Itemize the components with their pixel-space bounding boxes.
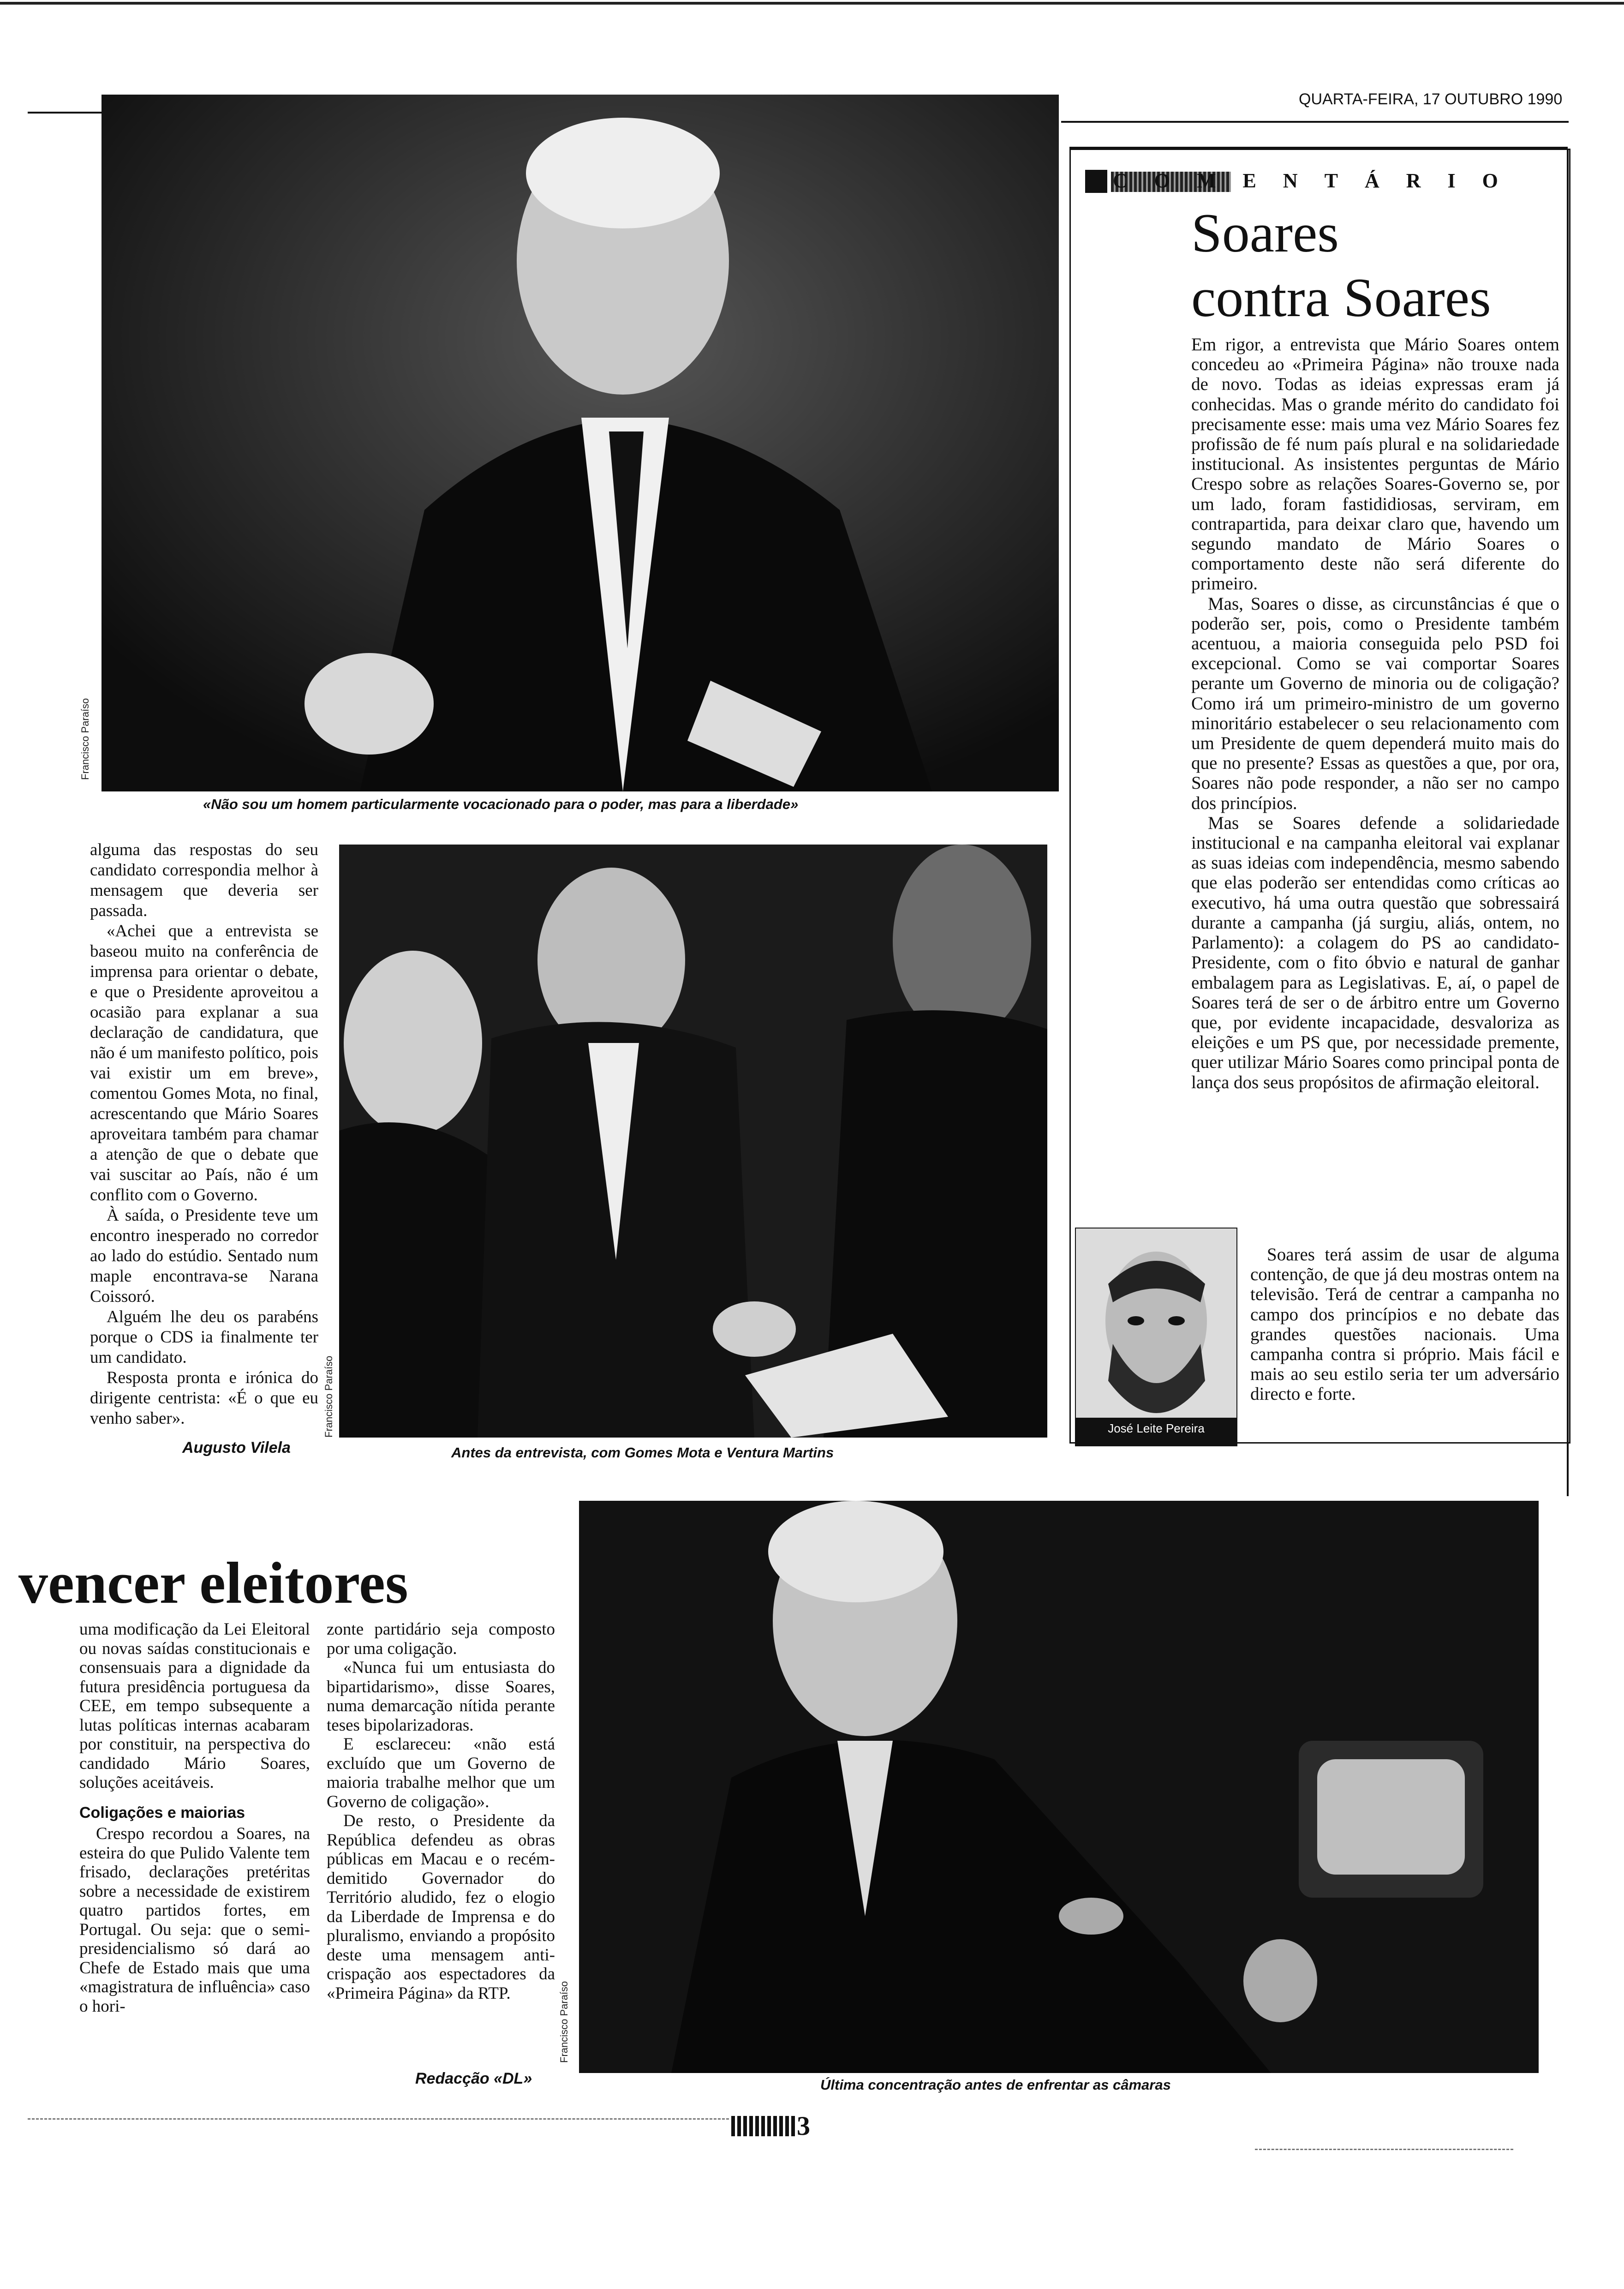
bottom-photo xyxy=(579,1501,1539,2073)
commentary-headline-line2: contra Soares xyxy=(1191,267,1491,328)
commentary-paragraph: Mas, Soares o disse, as circunstâncias é que o poderão ser, pois, como o Presidente também acentuou, a maioria conseguida pelo PSD foi excepcional. Como se vai comportar Soares perante um Governo de minoria ou de coligação? Como irá um primeiro-ministro de um governo minoritário estabelecer o seu relacionamento com um Presidente de quem dependerá muito mais do que no presente? Essas as questões a que, por ora, Soares não pode responder, a não ser no campo dos princípios. xyxy=(1191,593,1559,813)
bottom-article-col1 xyxy=(79,1620,310,2016)
commentary-box-top-rule xyxy=(1069,147,1568,149)
bottom-photo-caption: Última concentração antes de enfrentar as câmaras xyxy=(820,2077,1171,2093)
bottom-article-paragraph: zonte partidário seja composto por uma coligação. xyxy=(327,1620,555,1658)
right-margin-rule xyxy=(1567,149,1569,1496)
commentary-kicker xyxy=(1085,168,1556,195)
header-rule-left xyxy=(28,112,102,114)
bottom-article-paragraph: Crespo recordou a Soares, na esteira do que Pulido Valente tem frisado, declarações pretéritas sobre a necessidade de existirem quatro partidos fortes, em Portugal. Ou seja: que o semi-presidencialismo só dará ao Chefe de Estado mais que uma «magistratura de influência» caso o hori- xyxy=(79,1824,310,2016)
footer-page-number: 3 xyxy=(797,2111,810,2141)
middle-photo-credit: Francisco Paraíso xyxy=(323,1355,334,1438)
author-label: José Leite Pereira xyxy=(1108,1421,1205,1435)
bottom-article-headline: vencer eleitores xyxy=(18,1550,408,1616)
commentary-paragraph: Soares terá assim de usar de alguma contenção, de que já deu mostras ontem na televisão. Terá de centrar a campanha no campo dos princípios e no debate das grandes questões nacionais. Uma campanha contra si próprio. Mais fácil e mais ao seu estilo seria ter um adversário directo e forte. xyxy=(1250,1245,1559,1404)
middle-photo xyxy=(339,845,1047,1438)
footer-logo-mark xyxy=(731,2116,796,2136)
bottom-article-col2 xyxy=(327,1620,555,2003)
left-article-paragraph: alguma das respostas do seu candidato correspondia melhor à mensagem que deveria ser passada. xyxy=(90,840,318,920)
dateline: QUARTA-FEIRA, 17 OUTUBRO 1990 xyxy=(1299,90,1563,108)
left-article-paragraph: Resposta pronta e irónica do dirigente centrista: «É o que eu venho saber». xyxy=(90,1368,318,1428)
bottom-article-paragraph: De resto, o Presidente da República defendeu as obras públicas em Macau e o recém-demitido Governador do Território aludido, fez o elogio da Liberdade de Imprensa e do pluralismo, enviando a propósito deste uma mensagem anti-crispação aos espectadores da «Primeira Página» da RTP. xyxy=(327,1811,555,2003)
bottom-article-paragraph: uma modificação da Lei Eleitoral ou novas saídas constitucionais e consensuais para a dignidade da futura presidência portuguesa da CEE, em tempo subsequente a lutas políticas internas acabaram por constituir, na perspectiva do candidado Mário Soares, soluções aceitáveis. xyxy=(79,1620,310,1792)
commentary-paragraph: Mas se Soares defende a solidariedade institucional e na campanha eleitoral vai explanar as suas ideias com independência, mesmo sabendo que elas poderão ser entendidas como críticas ao executivo, há uma outra questão que sobressairá durante a campanha (já surgiu, aliás, ontem, no Parlamento): a colagem do PS ao candidato-Presidente, com o fito óbvio e natural de ganhar embalagem para as Legislativas. E, aí, o papel de Soares terá de ser o de árbitro entre um Governo que, por evidente incapacidade, desvaloriza as eleições e um PS que, por necessidade premente, quer utilizar Mário Soares como principal ponta de lança dos seus propósitos de afirmação eleitoral. xyxy=(1191,813,1559,1092)
middle-photo-caption: Antes da entrevista, com Gomes Mota e Ventura Martins xyxy=(451,1444,834,1461)
left-article-paragraph: À saída, o Presidente teve um encontro inesperado no corredor ao lado do estúdio. Sentado num maple encontrava-se Narana Coissoró. xyxy=(90,1206,318,1306)
footer-dash-left xyxy=(28,2118,729,2120)
left-article-signature: Augusto Vilela xyxy=(182,1439,291,1456)
footer-logo xyxy=(731,2111,814,2139)
top-photo xyxy=(102,95,1059,791)
left-article xyxy=(90,840,318,1429)
bottom-article-subhead: Coligações e maiorias xyxy=(79,1804,245,1822)
kicker-text: COMENTÁRIO xyxy=(1113,169,1525,192)
author-photo xyxy=(1075,1228,1237,1446)
bottom-article-paragraph: «Nunca fui um entusiasta do bipartidarismo», disse Soares, numa demarcação nítida perante teses bipolarizadoras. xyxy=(327,1658,555,1735)
left-article-paragraph: Alguém lhe deu os parabéns porque o CDS ia finalmente ter um candidato. xyxy=(90,1307,318,1367)
footer-dash-right xyxy=(1255,2149,1513,2150)
commentary-headline-line1: Soares xyxy=(1191,202,1339,264)
top-edge-rule xyxy=(0,2,1624,5)
top-photo-credit: Francisco Paraíso xyxy=(79,698,91,780)
left-article-paragraph: «Achei que a entrevista se baseou muito na conferência de imprensa para orientar o debate, e que o Presidente aproveitou a ocasião para explanar a sua declaração de candidatura, que não é um manifesto político, pois vai existir um em breve», comentou Gomes Mota, no final, acrescentando que Mário Soares aproveitara também para chamar a atenção de que o debate que vai suscitar ao País, não é um conflito com o Governo. xyxy=(90,922,318,1204)
bottom-article-paragraph: E esclareceu: «não está excluído que um Governo de maioria trabalhe melhor que um Governo de coligação». xyxy=(327,1735,555,1811)
kicker-black-square xyxy=(1085,170,1107,193)
commentary-closing xyxy=(1250,1245,1559,1404)
top-photo-caption: «Não sou um homem particularmente vocacionado para o poder, mas para a liberdade» xyxy=(203,796,799,812)
bottom-photo-credit: Francisco Paraíso xyxy=(558,1981,570,2063)
commentary-paragraph: Em rigor, a entrevista que Mário Soares ontem concedeu ao «Primeira Página» não trouxe nada de novo. Todas as ideias expressas eram já conhecidas. Mas o grande mérito do candidato foi precisamente esse: mais uma vez Mário Soares fez profissão de fé num país plural e na solidariedade institucional. As insistentes perguntas de Mário Crespo sobre as relações Soares-Governo se, por um lado, foram fastididiosas, serviram, em contrapartida, para deixar claro que, havendo um segundo mandato de Mário Soares o comportamento deste não será diferente do primeiro. xyxy=(1191,335,1559,594)
commentary-body xyxy=(1191,335,1559,1092)
header-rule-right xyxy=(1061,121,1569,123)
bottom-article-signature: Redacção «DL» xyxy=(415,2070,532,2087)
